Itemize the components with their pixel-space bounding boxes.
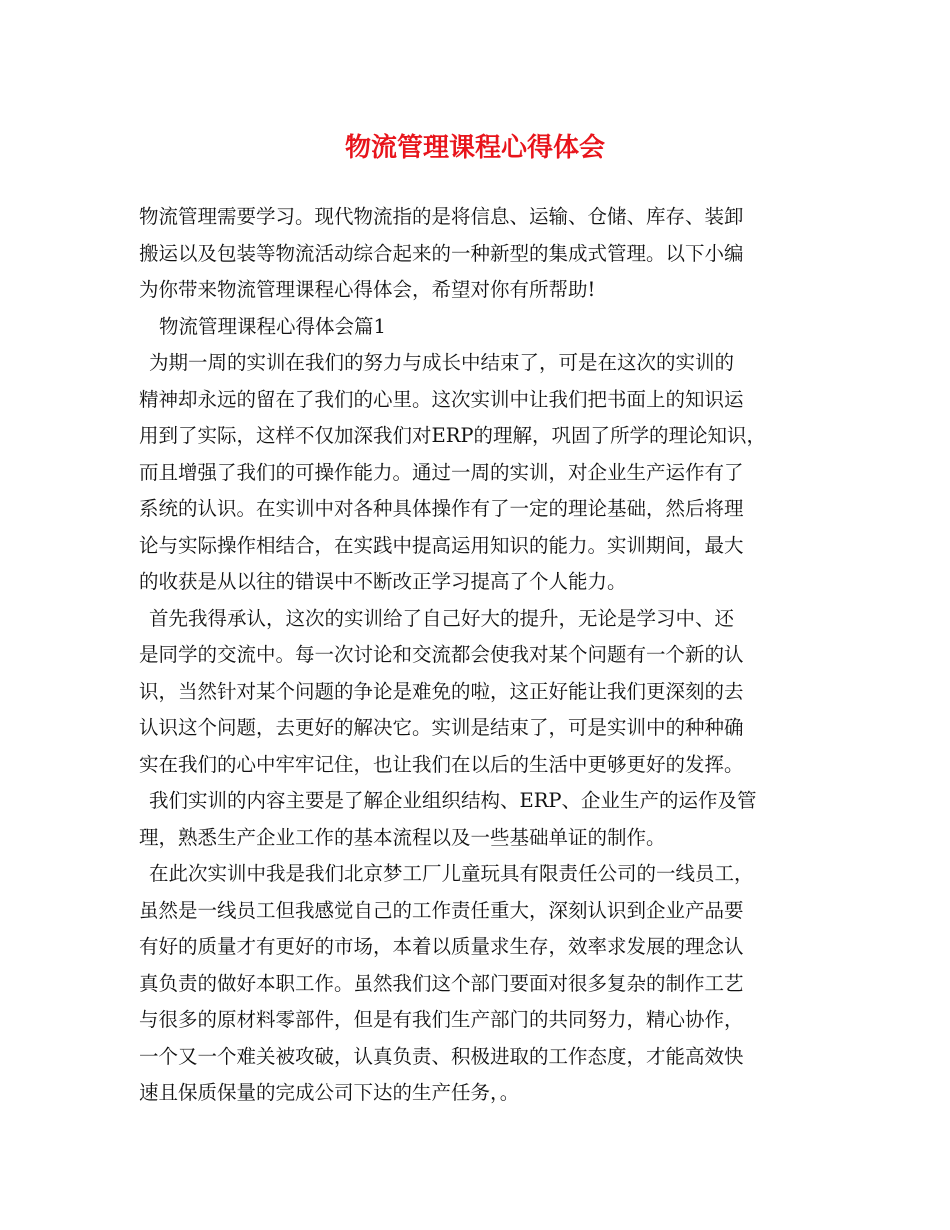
document-title: 物流管理课程心得体会 <box>344 133 605 163</box>
text-line: 搬运以及包装等物流活动综合起来的一种新型的集成式管理。以下小编 <box>139 241 744 265</box>
text-line: 为期一周的实训在我们的努力与成长中结束了，可是在这次的实训的 <box>149 351 735 374</box>
intro-paragraph <box>139 199 829 309</box>
document-body <box>139 199 829 1112</box>
text-line: 我们实训的内容主要是了解企业组织结构、ERP、企业生产的运作及管 <box>149 789 757 812</box>
text-line: 的收获是从以往的错误中不断改正学习提高了个人能力。 <box>139 570 627 593</box>
text-line: 在此次实训中我是我们北京梦工厂儿童玩具有限责任公司的一线员工， <box>149 862 754 885</box>
text-line: 为你带来物流管理课程心得体会，希望对你有所帮助! <box>139 278 596 301</box>
text-line: 用到了实际，这样不仅加深我们对ERP的理解，巩固了所学的理论知识， <box>139 424 767 447</box>
text-line: 论与实际操作相结合，在实践中提高运用知识的能力。实训期间，最大 <box>139 533 744 557</box>
text-line: 首先我得承认，这次的实训给了自己好大的提升，无论是学习中、还 <box>149 606 735 630</box>
section-heading: 物流管理课程心得体会篇1 <box>159 314 386 338</box>
paragraph-2 <box>139 601 829 784</box>
text-line: 识，当然针对某个问题的争论是难免的啦，这正好能让我们更深刻的去 <box>139 679 744 703</box>
text-line: 物流管理需要学习。现代物流指的是将信息、运输、仓储、库存、装卸 <box>139 205 744 228</box>
text-line: 速且保质保量的完成公司下达的生产任务，。 <box>139 1081 520 1104</box>
paragraph-3 <box>139 783 829 856</box>
text-line: 虽然是一线员工但我感觉自己的工作责任重大，深刻认识到企业产品要 <box>139 898 744 922</box>
text-line: 系统的认识。在实训中对各种具体操作有了一定的理论基础，然后将理 <box>139 497 744 520</box>
text-line: 是同学的交流中。每一次讨论和交流都会使我对某个问题有一个新的认 <box>139 643 744 666</box>
paragraph-1 <box>139 345 829 601</box>
text-line: 认识这个问题，去更好的解决它。实训是结束了，可是实训中的种种确 <box>139 716 744 739</box>
text-line: 实在我们的心中牢牢记住，也让我们在以后的生活中更够更好的发挥。 <box>139 752 744 776</box>
text-line: 理，熟悉生产企业工作的基本流程以及一些基础单证的制作。 <box>139 825 666 849</box>
text-line: 一个又一个难关被攻破，认真负责、积极进取的工作态度，才能高效快 <box>139 1044 744 1068</box>
text-line: 真负责的做好本职工作。虽然我们这个部门要面对很多复杂的制作工艺 <box>139 971 744 995</box>
paragraph-4 <box>139 856 829 1112</box>
text-line: 与很多的原材料零部件，但是有我们生产部门的共同努力，精心协作， <box>139 1008 744 1031</box>
text-line: 有好的质量才有更好的市场，本着以质量求生存，效率求发展的理念认 <box>139 935 744 958</box>
text-line: 而且增强了我们的可操作能力。通过一周的实训，对企业生产运作有了 <box>139 460 744 484</box>
text-line: 精神却永远的留在了我们的心里。这次实训中让我们把书面上的知识运 <box>139 387 744 411</box>
